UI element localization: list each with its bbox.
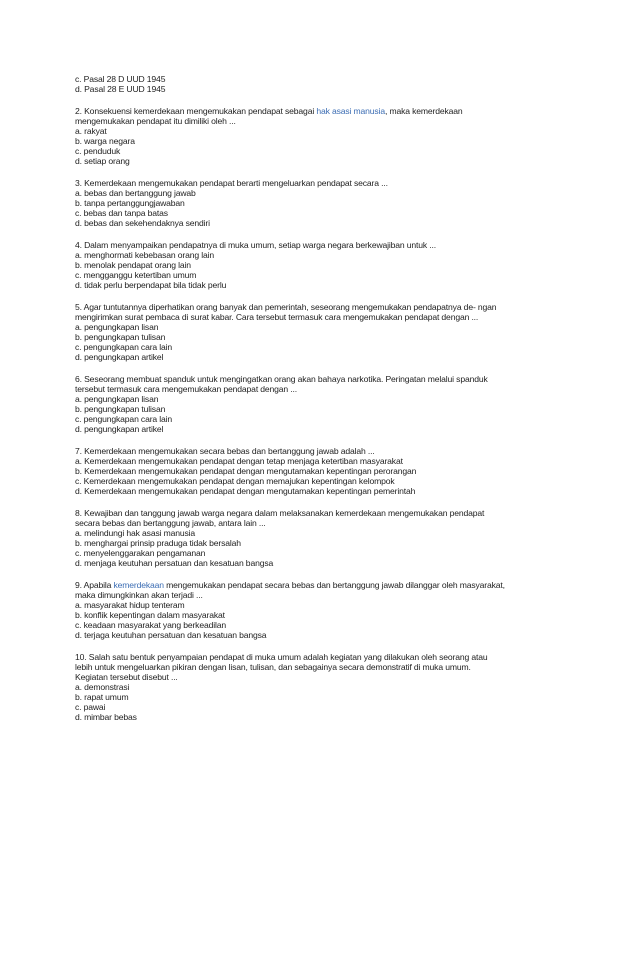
hak-asasi-manusia-link[interactable]: hak asasi manusia <box>316 105 385 116</box>
question-text: lebih untuk mengeluarkan pikiran dengan lisan, tulisan, dan sebagainya secara demonstratif di muka umum. <box>75 662 471 672</box>
option-c: c. keadaan masyarakat yang berkeadilan <box>75 620 226 631</box>
option-b: b. warga negara <box>75 135 135 146</box>
option-a: a. rakyat <box>75 125 107 136</box>
option-d: d. terjaga keutuhan persatuan dan kesatuan bangsa <box>75 630 267 641</box>
question-6 <box>75 374 575 435</box>
option-c: c. pawai <box>75 702 106 713</box>
question-2 <box>75 106 575 167</box>
option-b: b. menolak pendapat orang lain <box>75 259 191 270</box>
option-b: b. tanpa pertanggungjawaban <box>75 197 185 208</box>
option-a: a. melindungi hak asasi manusia <box>75 527 196 538</box>
question-8 <box>75 508 575 569</box>
question-text: secara bebas dan bertanggung jawab, antara lain ... <box>75 517 266 528</box>
question-9 <box>75 580 575 641</box>
option-c: c. penduduk <box>75 146 121 157</box>
question-text <box>75 580 575 590</box>
question-text: Kegiatan tersebut disebut ... <box>75 672 178 683</box>
option-line: d. Pasal 28 E UUD 1945 <box>75 84 166 95</box>
question-7 <box>75 446 575 496</box>
question-text: mengemukakan pendapat itu dimiliki oleh ... <box>75 115 236 126</box>
option-a: a. bebas dan bertanggung jawab <box>75 187 196 198</box>
option-a: a. pengungkapan lisan <box>75 393 159 404</box>
question-text: 6. Seseorang membuat spanduk untuk mengingatkan orang akan bahaya narkotika. Peringatan melalui spanduk <box>75 373 488 384</box>
question-text: maka dimungkinkan akan terjadi ... <box>75 589 203 600</box>
option-c: c. menyelenggarakan pengamanan <box>75 548 206 559</box>
option-c: c. bebas dan tanpa batas <box>75 208 168 219</box>
option-a: a. Kemerdekaan mengemukakan pendapat dengan tetap menjaga ketertiban masyarakat <box>75 455 403 466</box>
intro-options <box>75 74 575 94</box>
question-3 <box>75 178 575 228</box>
question-text-part: 9. Apabila <box>75 579 114 590</box>
option-d: d. pengungkapan artikel <box>75 424 164 435</box>
kemerdekaan-link[interactable]: kemerdekaan <box>113 579 164 590</box>
question-text: 5. Agar tuntutannya diperhatikan orang banyak dan pemerintah, seseorang mengemukakan pendapatnya de- ngan <box>75 301 497 312</box>
question-5 <box>75 302 575 363</box>
option-b: b. pengungkapan tulisan <box>75 404 166 415</box>
option-a: a. masyarakat hidup tenteram <box>75 600 185 611</box>
option-d: d. bebas dan sekehendaknya sendiri <box>75 218 210 229</box>
option-b: b. menghargai prinsip praduga tidak bersalah <box>75 538 241 549</box>
option-d: d. tidak perlu berpendapat bila tidak perlu <box>75 280 227 291</box>
option-b: b. Kemerdekaan mengemukakan pendapat dengan mengutamakan kepentingan perorangan <box>75 466 417 476</box>
question-text-part: 2. Konsekuensi kemerdekaan mengemukakan pendapat sebagai <box>75 105 317 116</box>
option-a: a. demonstrasi <box>75 682 130 693</box>
question-text-part: , maka kemerdekaan <box>384 105 463 116</box>
question-text: 7. Kemerdekaan mengemukakan secara bebas dan bertanggung jawab adalah ... <box>75 445 375 456</box>
option-c: c. pengungkapan cara lain <box>75 342 173 353</box>
option-c: c. Kemerdekaan mengemukakan pendapat dengan memajukan kepentingan kelompok <box>75 476 395 487</box>
option-d: d. pengungkapan artikel <box>75 352 164 363</box>
question-text: 10. Salah satu bentuk penyampaian pendapat di muka umum adalah kegiatan yang dilakukan oleh seorang atau <box>75 651 488 662</box>
option-b: b. pengungkapan tulisan <box>75 331 166 342</box>
question-4 <box>75 240 575 290</box>
option-a: a. pengungkapan lisan <box>75 321 159 332</box>
question-text: 8. Kewajiban dan tanggung jawab warga negara dalam melaksanakan kemerdekaan mengemukakan pendapat <box>75 507 485 518</box>
option-a: a. menghormati kebebasan orang lain <box>75 249 215 260</box>
option-d: d. setiap orang <box>75 156 130 167</box>
question-text: mengirimkan surat pembaca di surat kabar. Cara tersebut termasuk cara mengemukakan pendapat dengan ... <box>75 311 479 322</box>
option-b: b. konflik kepentingan dalam masyarakat <box>75 610 225 621</box>
question-text-part: mengemukakan pendapat secara bebas dan bertanggung jawab dilanggar oleh masyarakat, <box>163 579 505 590</box>
option-d: d. menjaga keutuhan persatuan dan kesatuan bangsa <box>75 558 274 569</box>
question-text: tersebut termasuk cara mengemukakan pendapat dengan ... <box>75 383 298 394</box>
option-c: c. mengganggu ketertiban umum <box>75 270 197 280</box>
option-d: d. Kemerdekaan mengemukakan pendapat dengan mengutamakan kepentingan pemerintah <box>75 486 416 497</box>
question-text: 4. Dalam menyampaikan pendapatnya di muka umum, setiap warga negara berkewajiban untuk ... <box>75 239 437 250</box>
question-text: 3. Kemerdekaan mengemukakan pendapat berarti mengeluarkan pendapat secara ... <box>75 177 388 188</box>
document-page <box>75 74 575 734</box>
option-b: b. rapat umum <box>75 692 129 703</box>
question-text <box>75 106 575 116</box>
question-10 <box>75 652 575 723</box>
option-c: c. pengungkapan cara lain <box>75 414 173 425</box>
option-line: c. Pasal 28 D UUD 1945 <box>75 74 166 84</box>
option-d: d. mimbar bebas <box>75 712 137 723</box>
